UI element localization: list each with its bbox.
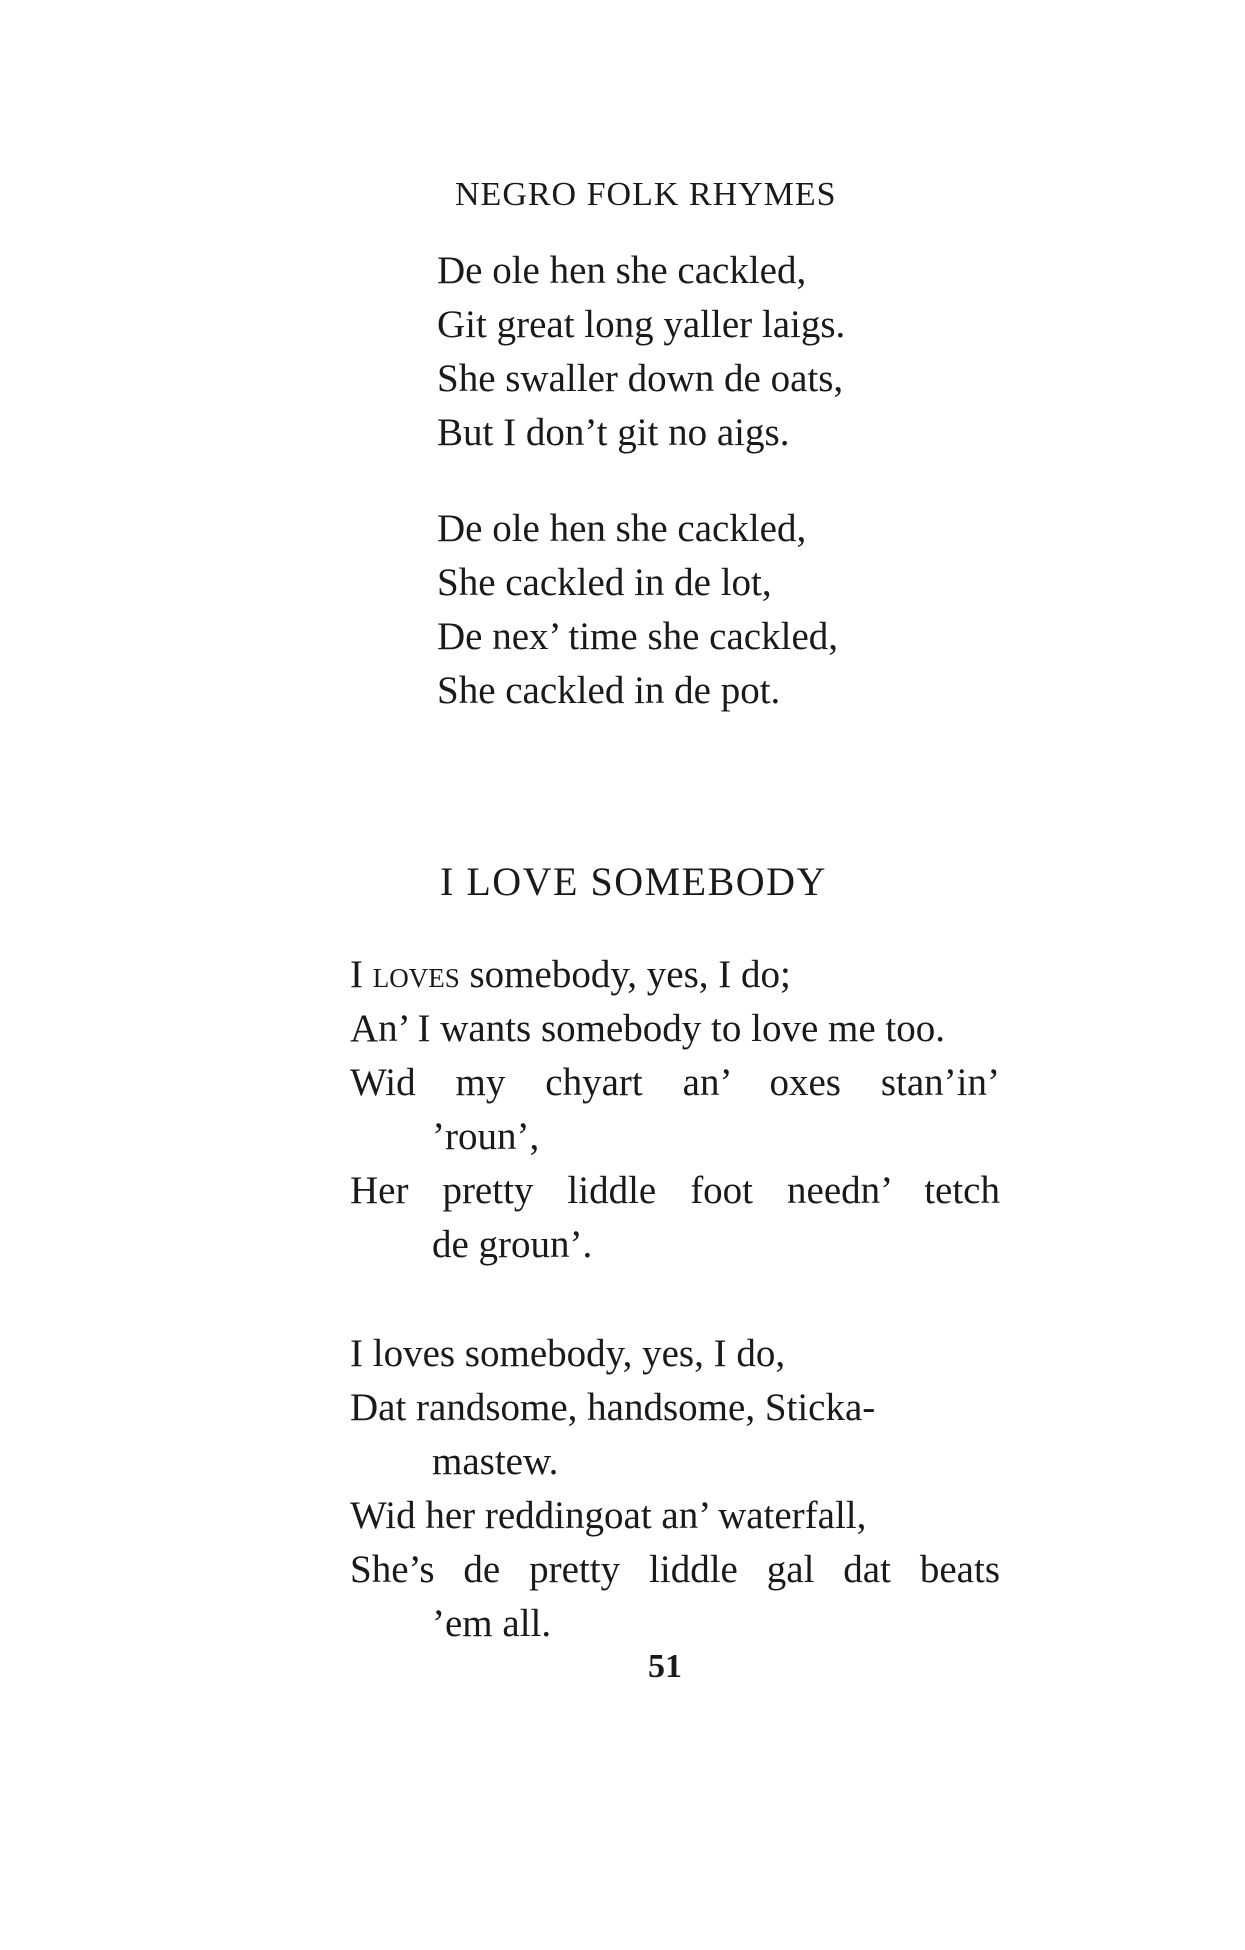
verse-line-continuation: mastew. xyxy=(432,1440,559,1483)
somebody-stanza-2 xyxy=(350,1327,1000,1651)
verse-line: An’ I wants somebody to love me too. xyxy=(350,1007,946,1050)
verse-first-word: I xyxy=(350,953,363,996)
verse-line: Dat randsome, handsome, Sticka- xyxy=(350,1386,876,1429)
running-head: NEGRO FOLK RHYMES xyxy=(455,176,837,213)
page-number: 51 xyxy=(648,1648,682,1685)
verse-line: Git great long yaller laigs. xyxy=(437,303,846,346)
verse-line-rest: somebody, yes, I do; xyxy=(469,953,791,996)
verse-smallcaps-word: loves xyxy=(372,953,460,996)
poem-title: I LOVE SOMEBODY xyxy=(440,859,827,904)
verse-line: De nex’ time she cackled, xyxy=(437,615,839,658)
verse-line-continuation: ’em all. xyxy=(432,1602,552,1645)
verse-line: Her pretty liddle foot needn’ tetch xyxy=(350,1169,1000,1212)
verse-line: Wid my chyart an’ oxes stan’in’ xyxy=(350,1061,1000,1104)
verse-line: I loves somebody, yes, I do, xyxy=(350,1332,786,1375)
verse-line: She’s de pretty liddle gal dat beats xyxy=(350,1548,1000,1591)
verse-line: She cackled in de pot. xyxy=(437,669,781,712)
verse-line: She cackled in de lot, xyxy=(437,561,772,604)
verse-line: She swaller down de oats, xyxy=(437,357,844,400)
verse-line: De ole hen she cackled, xyxy=(437,507,807,550)
verse-line: De ole hen she cackled, xyxy=(437,249,807,292)
verse-line xyxy=(350,948,1000,1002)
somebody-stanza-1 xyxy=(350,948,1000,1272)
hen-stanza-1 xyxy=(437,244,845,460)
hen-stanza-2 xyxy=(437,502,838,718)
verse-line-continuation: de groun’. xyxy=(432,1223,593,1266)
verse-line: But I don’t git no aigs. xyxy=(437,411,790,454)
verse-line-continuation: ’roun’, xyxy=(432,1115,540,1158)
verse-line: Wid her reddingoat an’ waterfall, xyxy=(350,1494,867,1537)
